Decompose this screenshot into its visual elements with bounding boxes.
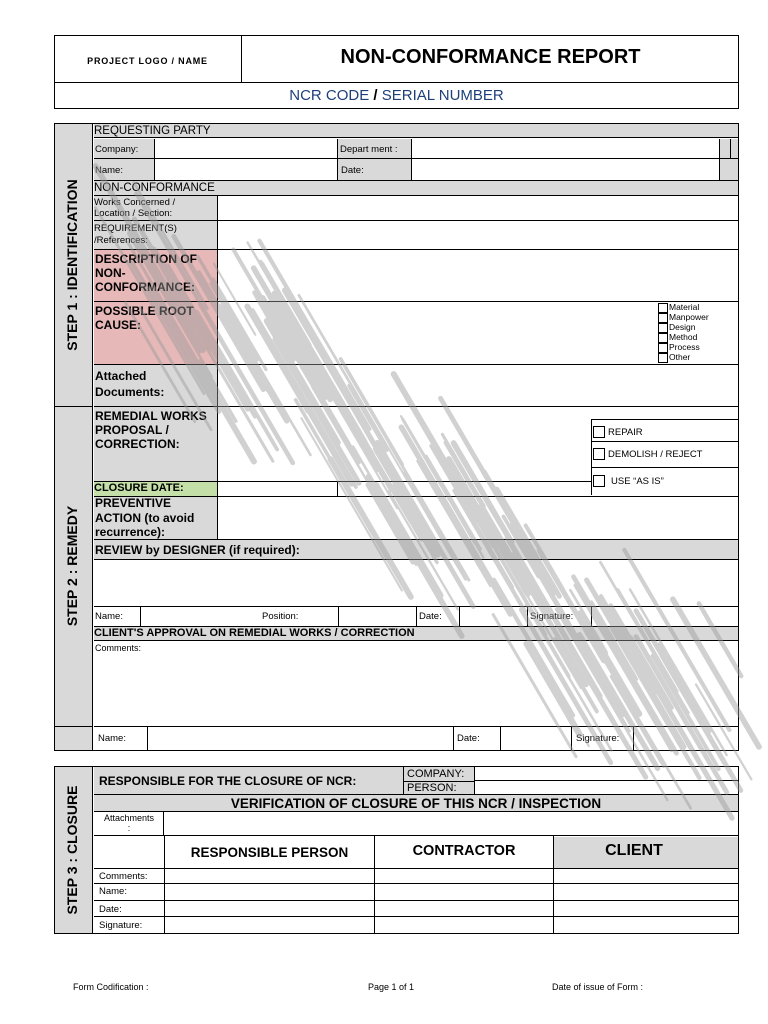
page-title: NON-CONFORMANCE REPORT	[340, 46, 641, 68]
closure-company-label: COMPANY:	[407, 768, 465, 780]
name-row-end	[720, 159, 738, 181]
name-label: Name:	[95, 165, 123, 176]
repair-checkbox[interactable]	[593, 426, 605, 438]
remedial-option-line-3	[591, 467, 738, 468]
attachments-label-colon: :	[127, 823, 131, 833]
step2-side-label: STEP 2 : REMEDY	[64, 505, 80, 627]
use-as-is-option: USE “AS IS”	[611, 476, 664, 487]
date-label: Date:	[341, 165, 364, 176]
non-conformance-heading: NON-CONFORMANCE	[94, 182, 215, 194]
verification-heading: VERIFICATION OF CLOSURE OF THIS NCR / INSPECTION	[230, 796, 602, 811]
ncr-code: NCR CODE	[289, 87, 370, 104]
attachments-field[interactable]	[164, 812, 738, 836]
review-heading: REVIEW by DESIGNER (if required):	[95, 543, 300, 557]
row-comments-label: Comments:	[99, 871, 148, 882]
department-field[interactable]	[412, 139, 720, 159]
client-name-field[interactable]	[148, 727, 453, 750]
material-option: Material	[669, 302, 700, 312]
material-checkbox[interactable]	[658, 303, 668, 313]
remedial-label: REMEDIAL WORKS PROPOSAL / CORRECTION:	[95, 409, 207, 451]
page-number: Page 1 of 1	[368, 982, 415, 992]
requirements-label: REQUIREMENT(S)	[94, 223, 177, 234]
client-approval-heading: CLIENT'S APPROVAL ON REMEDIAL WORKS / CORRECTION	[94, 627, 415, 639]
date-of-issue: Date of issue of Form :	[552, 982, 644, 992]
client-comments-field[interactable]	[94, 642, 738, 726]
client-signature-label: Signature:	[576, 733, 620, 744]
description-label: DESCRIPTION OF NON-CONFORMANCE:	[95, 252, 198, 294]
attached-documents-field[interactable]	[218, 365, 738, 406]
closure-person-label: PERSON:	[407, 782, 457, 794]
step3-side-label: STEP 3 : CLOSURE	[64, 785, 80, 915]
review-date-field[interactable]	[460, 607, 527, 626]
remedial-options-divider	[591, 419, 592, 495]
design-option: Design	[669, 322, 696, 332]
remedial-option-line-1	[591, 419, 738, 420]
client-date-divider-a	[453, 726, 454, 750]
client-date-field[interactable]	[501, 727, 571, 750]
closure-company-field[interactable]	[475, 767, 738, 781]
serial-number: SERIAL NUMBER	[381, 87, 504, 104]
client-name-label: Name:	[98, 733, 126, 744]
row-date	[94, 901, 738, 917]
client-sig-divider-a	[571, 726, 572, 750]
root-cause-label: POSSIBLE ROOT CAUSE:	[95, 304, 194, 332]
review-position-label: Position:	[262, 611, 299, 622]
attachments-label-text: Attachments	[103, 813, 155, 823]
attached-documents-label: Attached Documents:	[95, 369, 165, 399]
form-codification: Form Codification :	[73, 982, 149, 992]
code-separator: /	[373, 87, 378, 104]
step2-side-foot	[55, 726, 93, 750]
preventive-field[interactable]	[218, 497, 738, 539]
repair-option: REPAIR	[608, 427, 643, 438]
client-signature-field[interactable]	[634, 727, 738, 750]
process-option: Process	[669, 342, 700, 352]
company-row-end	[720, 139, 738, 159]
references-label: /References:	[94, 235, 148, 246]
method-option: Method	[669, 332, 698, 342]
closure-person-field[interactable]	[475, 782, 738, 795]
client-date-label: Date:	[457, 733, 480, 744]
client-comments-label: Comments:	[95, 643, 142, 653]
review-name-label: Name:	[95, 611, 123, 622]
demolish-checkbox[interactable]	[593, 448, 605, 460]
row-name-label: Name:	[99, 886, 127, 897]
col-contractor: CONTRACTOR	[412, 843, 516, 859]
review-signature-label: Signature:	[530, 611, 574, 622]
row-name	[94, 884, 738, 901]
other-checkbox[interactable]	[658, 353, 668, 363]
review-field[interactable]	[94, 561, 738, 606]
review-sig-divider-a	[527, 606, 528, 627]
requesting-party-heading: REQUESTING PARTY	[94, 125, 211, 137]
header-divider	[54, 82, 739, 83]
design-checkbox[interactable]	[658, 323, 668, 333]
row-date-label: Date:	[99, 904, 122, 915]
manpower-checkbox[interactable]	[658, 313, 668, 323]
review-position-field[interactable]	[339, 607, 416, 626]
works-concerned-label: Works Concerned /	[94, 197, 176, 208]
location-section-label: Location / Section:	[94, 208, 173, 219]
closure-date-field-2[interactable]	[338, 482, 591, 496]
row-comments	[94, 869, 738, 884]
project-logo-label: PROJECT LOGO / NAME	[87, 56, 208, 66]
department-label: Depart ment :	[340, 144, 398, 155]
other-option: Other	[669, 352, 691, 362]
description-field[interactable]	[218, 250, 738, 302]
review-date-divider-a	[416, 606, 417, 627]
requirements-field[interactable]	[218, 221, 738, 250]
col-client: CLIENT	[605, 842, 663, 859]
remedial-field[interactable]	[218, 407, 591, 481]
use-as-is-checkbox[interactable]	[593, 475, 605, 487]
col-responsible-person: RESPONSIBLE PERSON	[190, 845, 349, 860]
preventive-label: PREVENTIVE ACTION (to avoid recurrence):	[95, 496, 195, 539]
process-checkbox[interactable]	[658, 343, 668, 353]
company-field[interactable]	[155, 139, 338, 159]
attachments-label	[94, 813, 164, 833]
ncr-code-line	[54, 87, 739, 104]
row-signature-label: Signature:	[99, 920, 143, 931]
review-signature-field[interactable]	[592, 607, 738, 626]
review-name-field[interactable]	[141, 607, 260, 626]
demolish-option: DEMOLISH / REJECT	[608, 449, 703, 460]
closure-date-field[interactable]	[218, 482, 338, 496]
date-field[interactable]	[412, 159, 720, 181]
name-field[interactable]	[155, 159, 338, 181]
manpower-option: Manpower	[669, 312, 709, 322]
closure-date-label: CLOSURE DATE:	[94, 482, 184, 494]
company-label: Company:	[95, 144, 139, 155]
step1-side-label: STEP 1 : IDENTIFICATION	[64, 179, 80, 351]
responsible-label: RESPONSIBLE FOR THE CLOSURE OF NCR:	[99, 774, 357, 788]
works-field[interactable]	[218, 196, 738, 221]
method-checkbox[interactable]	[658, 333, 668, 343]
review-date-label: Date:	[419, 611, 442, 622]
remedial-option-line-2	[591, 441, 738, 442]
